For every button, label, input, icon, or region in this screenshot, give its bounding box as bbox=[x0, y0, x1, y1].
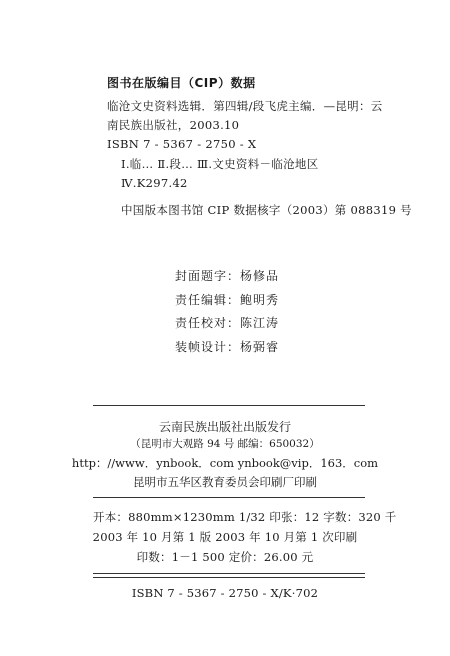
cip-heading: 图书在版编目（CIP）数据 bbox=[107, 76, 256, 90]
divider-bottom-1 bbox=[93, 573, 365, 574]
credit-value: 杨修品 bbox=[240, 269, 280, 283]
divider-top bbox=[93, 405, 365, 406]
credit-row bbox=[175, 312, 279, 336]
credit-label: 封面题字： bbox=[175, 269, 241, 283]
credit-value: 陈江涛 bbox=[240, 316, 280, 330]
cip-line-2: 南民族出版社，2003.10 bbox=[107, 118, 240, 132]
credit-row bbox=[175, 336, 279, 360]
credit-label: 装帧设计： bbox=[175, 339, 241, 354]
cip-line-1: 临沧文史资料选辑．第四辑/段飞虎主编．—昆明：云 bbox=[107, 99, 383, 113]
publisher-web: http：//www．ynbook．com ynbook@vip．163．com bbox=[71, 456, 379, 470]
divider-middle bbox=[93, 497, 365, 498]
spec-print-run-price: 印数：1－1 500 定价：26.00 元 bbox=[136, 550, 314, 564]
credit-row bbox=[175, 289, 279, 313]
cip-line-4: Ⅰ.临… Ⅱ.段… Ⅲ.文史资料－临沧地区 bbox=[121, 157, 319, 171]
credits-block bbox=[175, 265, 279, 359]
credit-label: 责任校对： bbox=[175, 316, 241, 330]
publisher-address: （昆明市大观路 94 号 邮编：650032） bbox=[130, 438, 320, 450]
spec-edition: 2003 年 10 月第 1 版 2003 年 10 月第 1 次印刷 bbox=[92, 530, 358, 544]
credit-value: 鲍明秀 bbox=[240, 292, 280, 307]
cip-line-5: Ⅳ.K297.42 bbox=[121, 176, 188, 190]
credit-value: 杨弼睿 bbox=[240, 339, 280, 354]
credit-row bbox=[175, 265, 279, 289]
spec-format: 开本：880mm×1230mm 1/32 印张：12 字数：320 千 bbox=[93, 510, 397, 524]
credit-label: 责任编辑： bbox=[175, 292, 241, 307]
isbn-footer: ISBN 7 - 5367 - 2750 - X/K·702 bbox=[131, 586, 319, 600]
printer-name: 昆明市五华区教育委员会印刷厂印刷 bbox=[133, 475, 317, 489]
divider-bottom-2 bbox=[93, 577, 365, 578]
publisher-name: 云南民族出版社出版发行 bbox=[158, 420, 291, 434]
cip-line-3: ISBN 7 - 5367 - 2750 - X bbox=[107, 137, 257, 151]
cip-line-6: 中国版本图书馆 CIP 数据核字（2003）第 088319 号 bbox=[121, 203, 412, 217]
